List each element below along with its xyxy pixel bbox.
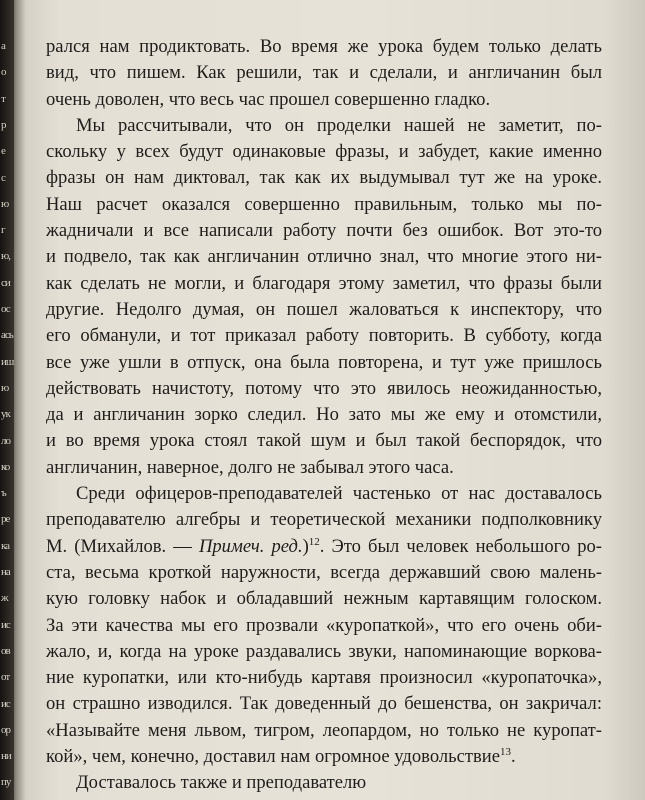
facing-page-fragment: ис bbox=[1, 618, 10, 631]
facing-page-fragment: ка bbox=[1, 539, 10, 552]
text-line-with-note bbox=[46, 534, 602, 560]
text-lines-after-note bbox=[46, 560, 602, 744]
facing-page-fragment: ук bbox=[1, 408, 10, 421]
note-rest: . Это был человек небольшого ро- bbox=[319, 535, 602, 557]
facing-page-fragment: от bbox=[1, 671, 10, 684]
paragraph-3 bbox=[46, 481, 602, 770]
footnote-ref-12: 12 bbox=[308, 535, 320, 548]
text-line-cutoff: Доставалось также и преподавателю bbox=[76, 772, 367, 794]
text-line: фразы он нам диктовал, так как их выдумывал тут же на уроке. bbox=[46, 167, 602, 189]
closing-text: кой», чем, конечно, доставил нам огромное удовольствие bbox=[46, 746, 500, 768]
text-line: все уже ушли в отпуск, она была повторена, и тут уже пришлось bbox=[46, 351, 602, 373]
facing-page-fragment: е bbox=[1, 145, 5, 158]
footnote-ref-13: 13 bbox=[499, 746, 511, 759]
paragraph-2 bbox=[46, 113, 602, 481]
text-line: да и англичанин зорко следил. Но зато мы же ему и отомстили, bbox=[46, 404, 602, 426]
text-line: англичанин, наверное, долго не забывал этого часа. bbox=[46, 456, 454, 478]
text-line: и подвело, так как англичанин отлично знал, что многие этого ни- bbox=[46, 246, 602, 268]
text-line: действовать начистоту, потому что это явилось неожиданностью, bbox=[46, 377, 602, 399]
text-line: преподавателю алгебры и теоретической механики подполковнику bbox=[46, 509, 602, 531]
facing-page-fragment: о bbox=[1, 66, 6, 79]
facing-page-fragment: ис bbox=[1, 697, 10, 710]
facing-page-fragment: ъ bbox=[1, 487, 6, 500]
text-line: жадничали и все написали работу почти без ошибок. Вот это-то bbox=[46, 220, 602, 242]
note-suffix: ) bbox=[302, 535, 309, 557]
text-line: жало, и, когда на уроке раздавались звуки, напоминающие воркова- bbox=[46, 640, 602, 662]
facing-page-fragment: иш bbox=[1, 355, 14, 368]
facing-page-fragment: пу bbox=[1, 776, 11, 789]
facing-page-fragment: ю, bbox=[1, 250, 10, 263]
facing-page-fragment: ос bbox=[1, 303, 10, 315]
closing-line bbox=[46, 744, 602, 770]
facing-page-fragment: ась bbox=[1, 329, 13, 342]
text-line: очень доволен, что весь час прошел совершенно гладко. bbox=[46, 88, 491, 110]
text-line: и во время урока стоял такой шум и был такой беспорядок, что bbox=[46, 430, 602, 452]
paragraph-1 bbox=[46, 34, 602, 113]
page-edge-shade bbox=[605, 0, 645, 800]
text-line: вид, что пишем. Как решили, так и сделали, и англичанин был bbox=[46, 62, 602, 84]
facing-page-fragment: ре bbox=[1, 513, 10, 526]
facing-page-fragment: ко bbox=[1, 460, 10, 473]
text-line: «Называйте меня львом, тигром, леопардом, но только не куропат- bbox=[46, 719, 602, 741]
facing-page-fragment: г bbox=[1, 224, 5, 237]
text-line: Среди офицеров-преподавателей частенько от нас доставалось bbox=[76, 483, 602, 505]
facing-page-fragment: ж bbox=[1, 592, 8, 605]
facing-page-fragment: ло bbox=[1, 434, 10, 447]
text-line: За эти качества мы его прозвали «куропаткой», что его очень оби- bbox=[46, 614, 602, 636]
text-line: его обманули, и тот приказал работу повторить. В субботу, когда bbox=[46, 325, 602, 347]
facing-page-fragment: ни bbox=[1, 750, 11, 763]
facing-page-fragment: ю bbox=[1, 381, 9, 394]
facing-page-fragment: си bbox=[1, 276, 10, 289]
facing-page-fragment: с bbox=[1, 171, 5, 184]
facing-page-fragment: ю bbox=[1, 197, 9, 210]
text-line: рался нам продиктовать. Во время же урока будем только делать bbox=[46, 36, 602, 57]
facing-page-fragment: ов bbox=[1, 644, 10, 657]
text-line: другие. Недолго думая, он пошел жаловаться к инспектору, что bbox=[46, 298, 602, 320]
editor-note: Примеч. ред. bbox=[198, 535, 303, 557]
facing-page-fragment: на bbox=[1, 566, 10, 578]
text-line: Мы рассчитывали, что он проделки нашей не заметит, по- bbox=[76, 114, 602, 136]
facing-page-fragment: т bbox=[1, 92, 5, 105]
note-prefix: М. (Михайлов. — bbox=[46, 535, 199, 557]
facing-page-fragment: ор bbox=[1, 723, 10, 736]
text-line: скольку у всех будут одинаковые фразы, и забудет, какие именно bbox=[46, 141, 602, 163]
text-line: Наш расчет оказался совершенно правильным, только мы по- bbox=[46, 193, 602, 215]
paragraph-4 bbox=[46, 770, 602, 796]
closing-period: . bbox=[510, 746, 516, 768]
facing-page-fragment: р bbox=[1, 118, 6, 131]
facing-page-fragment: а bbox=[1, 40, 5, 52]
book-page-text bbox=[46, 34, 602, 797]
text-line: ста, весьма кроткой наружности, всегда державший свою малень- bbox=[46, 561, 602, 583]
text-line: как сделать не могли, и благодаря этому заметил, что фразы были bbox=[46, 272, 602, 294]
text-line: кую головку набок и обладавший нежным картавящим голоском. bbox=[46, 588, 602, 610]
text-line: он страшно изводился. Так доведенный до бешенства, он закричал: bbox=[46, 693, 602, 715]
text-line: ние куропатки, или кто-нибудь картавя произносил «куропаточка», bbox=[46, 667, 602, 689]
